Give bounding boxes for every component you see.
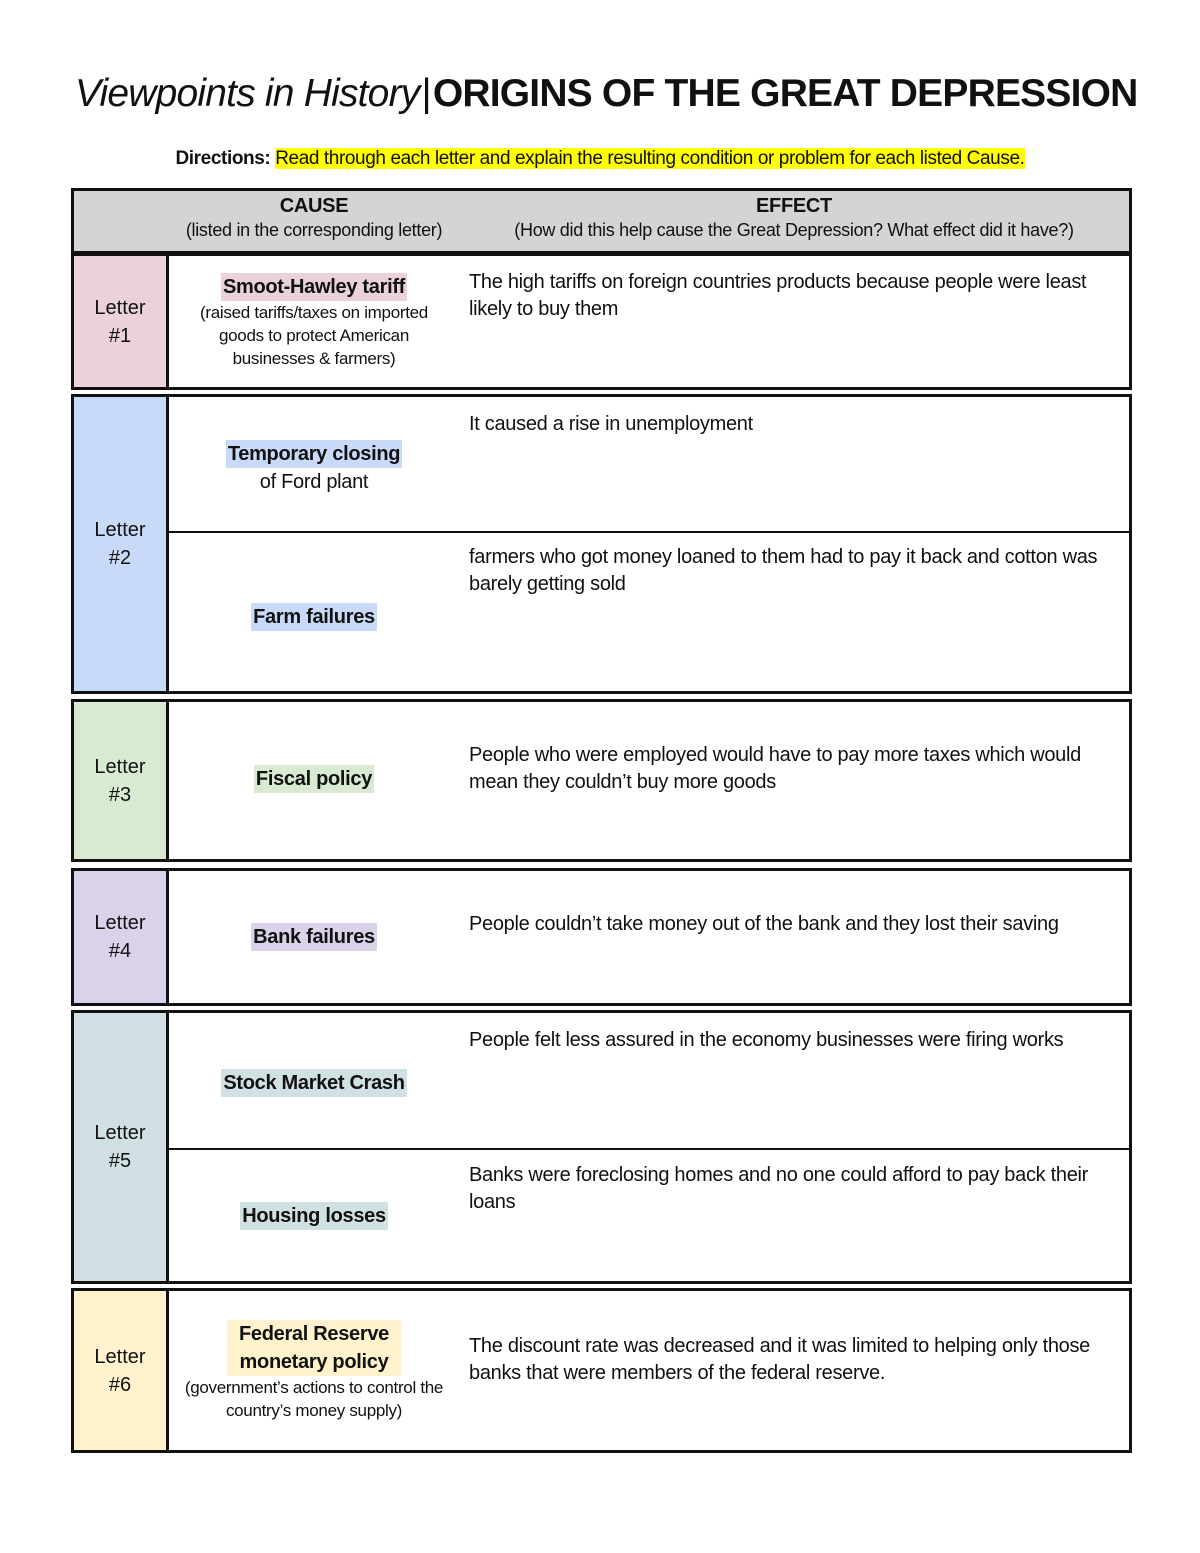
letter-word: Letter xyxy=(94,755,146,778)
effect-text[interactable]: farmers who got money loaned to them had to pay it back and cotton was barely getting sold xyxy=(469,546,1098,595)
cause-cell xyxy=(169,533,459,691)
table-row xyxy=(169,531,1129,691)
directions-text: Read through each letter and explain the resulting condition or problem for each listed Cause. xyxy=(275,148,1025,169)
table-header xyxy=(71,188,1132,254)
letter-label-5 xyxy=(74,1013,169,1281)
letter-word: Letter xyxy=(94,1122,146,1144)
letter-word: Letter xyxy=(94,1345,146,1368)
table-row xyxy=(169,1013,1129,1148)
effect-text[interactable]: It caused a rise in unemployment xyxy=(469,413,753,435)
letter-number: #2 xyxy=(108,547,132,569)
cause-name: Farm failures xyxy=(251,603,377,631)
cause-name: Smoot-Hawley tariff xyxy=(221,273,407,301)
cause-cell xyxy=(169,256,459,387)
table-row xyxy=(169,397,1129,531)
letter-label-3 xyxy=(74,702,169,859)
letter-group-4 xyxy=(71,868,1132,1006)
letter-label-1 xyxy=(74,256,169,387)
letter-number: #3 xyxy=(108,783,132,806)
title-series: Viewpoints in History xyxy=(75,72,420,115)
letter-group-6 xyxy=(71,1288,1132,1453)
cause-name: Stock Market Crash xyxy=(221,1069,406,1097)
letter-label-2 xyxy=(74,397,169,691)
letter-group-3 xyxy=(71,699,1132,862)
effect-text[interactable]: People felt less assured in the economy businesses were firing works xyxy=(469,1029,1064,1051)
cause-cell xyxy=(169,397,459,531)
cause-header-sub: (listed in the corresponding letter) xyxy=(185,220,443,240)
letter-number: #1 xyxy=(108,324,132,347)
effect-text[interactable]: Banks were foreclosing homes and no one could afford to pay back their loans xyxy=(469,1164,1089,1213)
effect-text[interactable]: People who were employed would have to pay more taxes which would mean they couldn’t buy more goods xyxy=(469,744,1081,793)
effect-text[interactable]: People couldn’t take money out of the bank and they lost their saving xyxy=(469,913,1059,935)
letter-word: Letter xyxy=(94,519,146,541)
cause-note: (raised tariffs/taxes on imported goods to protect American businesses & farmers) xyxy=(200,303,428,368)
letter-label-6 xyxy=(74,1291,169,1450)
cause-name: Fiscal policy xyxy=(254,765,374,793)
table-row xyxy=(169,871,1129,1003)
cause-name: Bank failures xyxy=(251,923,377,951)
cause-header-label: CAUSE xyxy=(279,195,349,217)
cause-cell xyxy=(169,871,459,1003)
table-row xyxy=(169,702,1129,859)
title-topic: ORIGINS OF THE GREAT DEPRESSION xyxy=(432,72,1138,115)
letter-word: Letter xyxy=(94,912,146,934)
table-row xyxy=(169,256,1129,387)
effect-header-label: EFFECT xyxy=(756,195,832,217)
cause-cell xyxy=(169,702,459,859)
letter-number: #4 xyxy=(108,940,132,962)
letter-word: Letter xyxy=(94,296,146,319)
effect-text[interactable]: The high tariffs on foreign countries products because people were least likely to buy them xyxy=(469,271,1087,320)
cause-cell xyxy=(169,1291,459,1450)
cause-name: Federal Reserve monetary policy xyxy=(227,1320,401,1376)
table-row xyxy=(169,1291,1129,1450)
directions-label: Directions: xyxy=(175,148,271,169)
title-separator: | xyxy=(421,72,431,115)
letter-number: #6 xyxy=(108,1373,132,1396)
cause-cell xyxy=(169,1013,459,1148)
effect-column-header xyxy=(469,195,1119,241)
letter-group-2 xyxy=(71,394,1132,694)
effect-text[interactable]: The discount rate was decreased and it was limited to helping only those banks that were members of the federal reserve. xyxy=(469,1335,1090,1384)
cause-name: Housing losses xyxy=(240,1202,388,1230)
effect-header-sub: (How did this help cause the Great Depression? What effect did it have?) xyxy=(514,220,1074,240)
cause-column-header xyxy=(164,195,464,241)
letter-number: #5 xyxy=(108,1150,132,1172)
directions xyxy=(0,148,1200,170)
letter-label-4 xyxy=(74,871,169,1003)
table-row xyxy=(169,1148,1129,1281)
page-title xyxy=(75,72,1138,128)
cause-note: of Ford plant xyxy=(259,471,369,493)
cause-note: (government’s actions to control the country’s money supply) xyxy=(184,1377,444,1420)
cause-name: Temporary closing xyxy=(226,440,402,468)
letter-group-1 xyxy=(71,253,1132,390)
cause-cell xyxy=(169,1150,459,1281)
letter-group-5 xyxy=(71,1010,1132,1284)
